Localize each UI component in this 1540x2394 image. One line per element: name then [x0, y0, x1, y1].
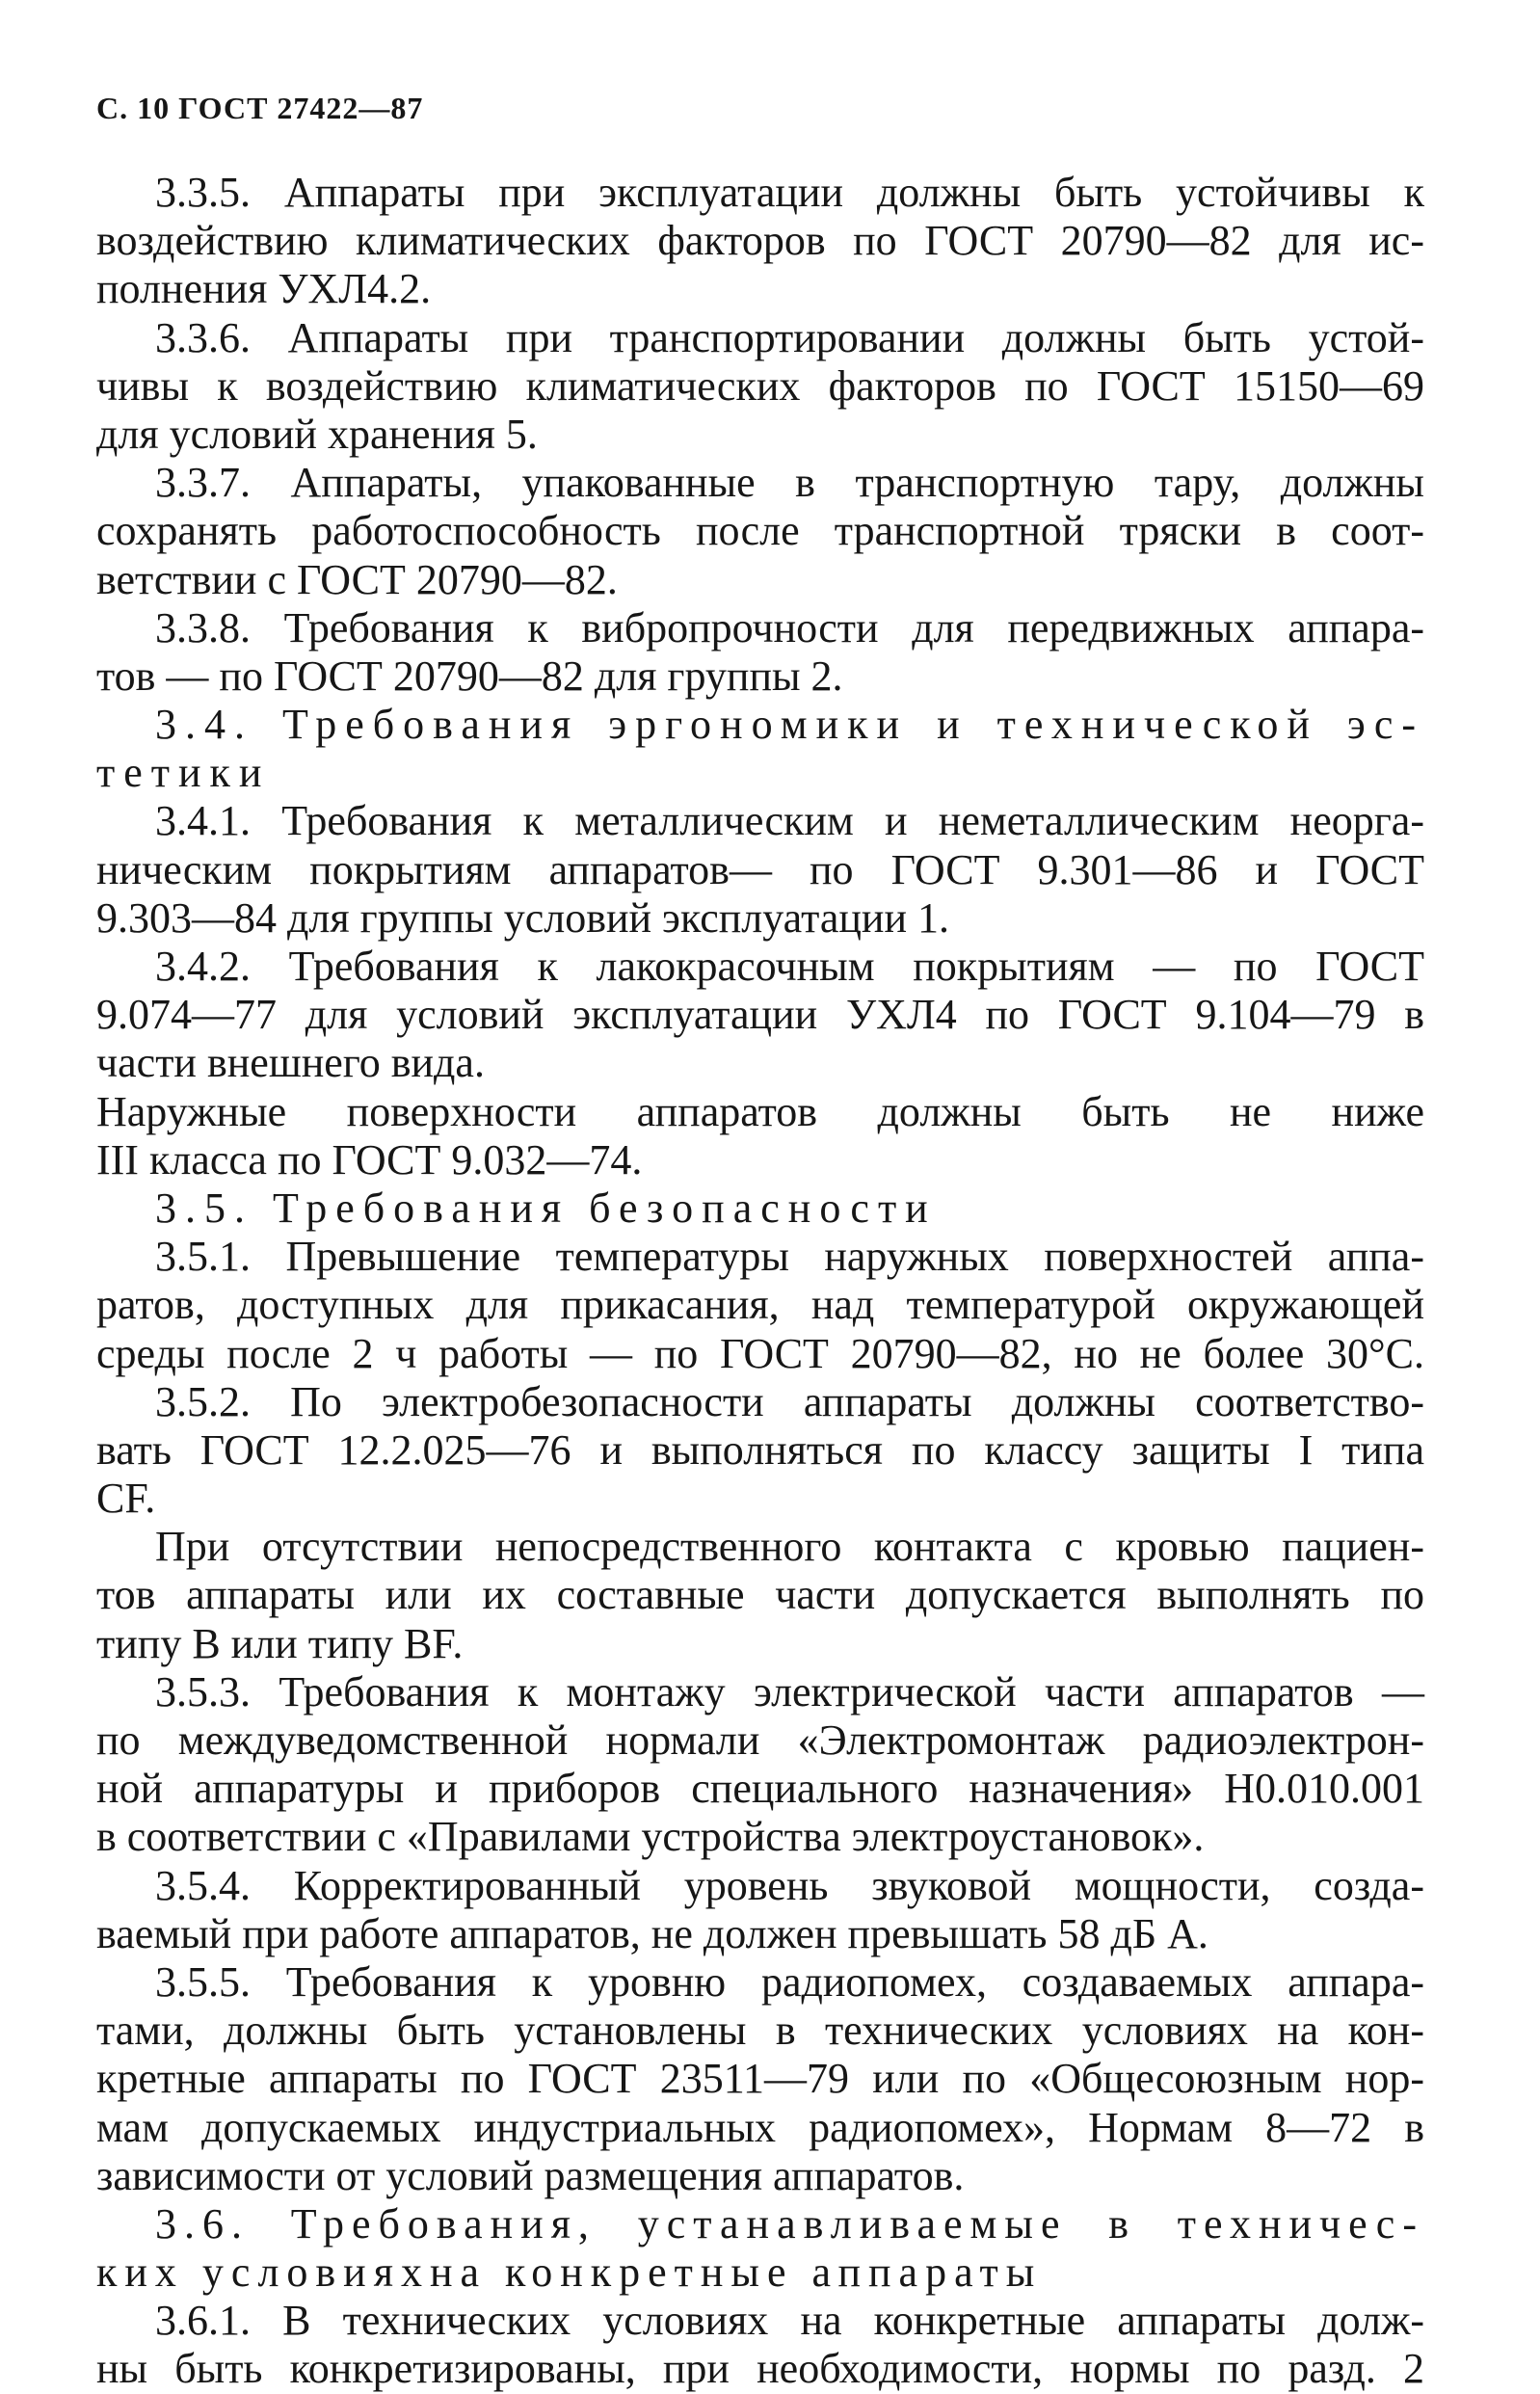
text-line: чивы к воздействию климатических факторов по ГОСТ 15150—69 [96, 361, 1424, 410]
text-line: 9.074—77 для условий эксплуатации УХЛ4 по ГОСТ 9.104—79 в [96, 991, 1424, 1039]
text-line: для условий хранения 5. [96, 410, 538, 458]
section-heading: 3.6. Требования, устанавливаемые в техничес- [155, 2199, 1424, 2248]
text-line: 3.6.1. В технических условиях на конкретные аппараты долж- [155, 2297, 1424, 2345]
section-heading: 3.4. Требования эргономики и технической эс- [155, 701, 1424, 749]
text-line: воздействию климатических факторов по ГОСТ 20790—82 для ис- [96, 217, 1424, 265]
text-line: ны быть конкретизированы, при необходимости, нормы по разд. 2 [96, 2345, 1424, 2393]
text-line: 3.5.1. Превышение температуры наружных поверхностей аппа- [155, 1233, 1424, 1281]
text-line: III класса по ГОСТ 9.032—74. [96, 1135, 643, 1184]
text-line: ваемый при работе аппаратов, не должен превышать 58 дБ А. [96, 1909, 1208, 1957]
text-line: тами, должны быть установлены в технических условиях на кон- [96, 2007, 1424, 2055]
text-line: ветствии с ГОСТ 20790—82. [96, 555, 618, 603]
text-line: 3.3.6. Аппараты при транспортировании должны быть устой- [155, 313, 1424, 361]
text-line: 9.303—84 для группы условий эксплуатации 1. [96, 893, 950, 942]
text-line: ническим покрытиям аппаратов— по ГОСТ 9.301—86 и ГОСТ [96, 845, 1424, 893]
text-line: кретные аппараты по ГОСТ 23511—79 или по «Общесоюзным нор- [96, 2055, 1424, 2103]
text-line: 3.3.8. Требования к вибропрочности для передвижных аппара- [155, 603, 1424, 652]
text-line: 3.3.7. Аппараты, упакованные в транспортную тару, должны [155, 459, 1424, 507]
text-line: тов — по ГОСТ 20790—82 для группы 2. [96, 652, 843, 700]
document-body [96, 169, 1424, 2394]
text-line: ратов, доступных для прикасания, над температурой окружающей [96, 1281, 1424, 1329]
text-line: сохранять работоспособность после транспортной тряски в соот- [96, 507, 1424, 555]
section-heading: 3.5. Требования безопасности [155, 1184, 937, 1232]
text-line: 3.3.5. Аппараты при эксплуатации должны быть устойчивы к [155, 169, 1424, 216]
text-line: Наружные поверхности аппаратов должны быть не ниже [96, 1087, 1424, 1135]
text-line: зависимости от условий размещения аппаратов. [96, 2151, 965, 2199]
text-line: 3.5.5. Требования к уровню радиопомех, создаваемых аппара- [155, 1957, 1424, 2006]
text-line: полнения УХЛ4.2. [96, 265, 432, 313]
text-line: CF. [96, 1475, 156, 1523]
text-line: среды после 2 ч работы — по ГОСТ 20790—82, но не более 30°С. [96, 1329, 1424, 1377]
text-line: части внешнего вида. [96, 1039, 485, 1087]
text-line: вать ГОСТ 12.2.025—76 и выполняться по классу защиты I типа [96, 1425, 1424, 1474]
text-line: по междуведомственной нормали «Электромонтаж радиоэлектрон- [96, 1716, 1424, 1764]
text-line: 3.4.1. Требования к металлическим и неметаллическим неорга- [155, 797, 1424, 845]
section-heading: тетики [96, 749, 271, 797]
text-line: 3.4.2. Требования к лакокрасочным покрытиям — по ГОСТ [155, 943, 1424, 990]
section-heading: ких условияхна конкретные аппараты [96, 2248, 1043, 2297]
page-header: С. 10 ГОСТ 27422—87 [96, 91, 424, 125]
text-line: в соответствии с «Правилами устройства электроустановок». [96, 1813, 1205, 1861]
text-line: типу В или типу BF. [96, 1619, 464, 1667]
text-line: При отсутствии непосредственного контакта с кровью пациен- [155, 1523, 1424, 1571]
text-line: мам допускаемых индустриальных радиопомех», Нормам 8—72 в [96, 2103, 1424, 2151]
text-line: ной аппаратуры и приборов специального назначения» Н0.010.001 [96, 1765, 1424, 1813]
text-line: 3.5.4. Корректированный уровень звуковой мощности, созда- [155, 1861, 1424, 1909]
text-line: тов аппараты или их составные части допускается выполнять по [96, 1571, 1424, 1619]
text-line: 3.5.2. По электробезопасности аппараты должны соответство- [155, 1377, 1424, 1425]
text-line: 3.5.3. Требования к монтажу электрической части аппаратов — [155, 1667, 1424, 1716]
